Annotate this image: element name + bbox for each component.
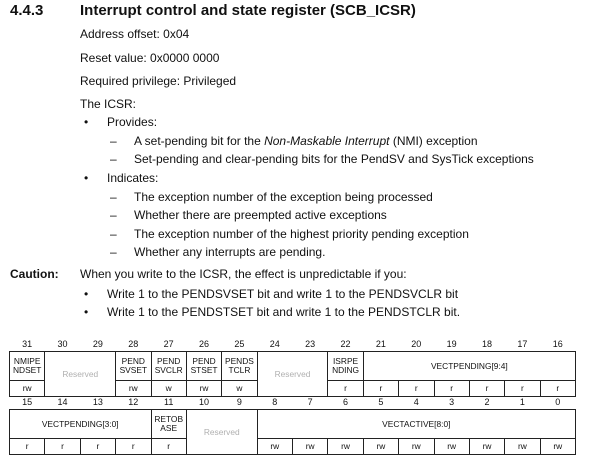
indicates-item: The exception number of the exception being processed — [134, 190, 433, 204]
access-type: rw — [116, 381, 151, 397]
bit-number: 20 — [411, 339, 422, 349]
dash-icon: – — [110, 152, 117, 166]
indicates-item: Whether there are preempted active exceptions — [134, 208, 387, 222]
bit-number: 21 — [375, 339, 386, 349]
access-type: r — [151, 439, 186, 455]
access-type: r — [45, 439, 80, 455]
access-type: rw — [399, 439, 434, 455]
bit-number: 22 — [340, 339, 351, 349]
bit-number: 27 — [163, 339, 174, 349]
access-type: rw — [10, 381, 45, 397]
access-type: r — [399, 381, 434, 397]
bit-number: 5 — [378, 397, 384, 407]
access-type: rw — [186, 381, 221, 397]
indicates-item: The exception number of the highest priority pending exception — [134, 227, 469, 241]
bit-number: 24 — [269, 339, 280, 349]
access-type: r — [505, 381, 540, 397]
access-type: r — [328, 381, 363, 397]
bit-number: 4 — [413, 397, 419, 407]
indicates-label: Indicates: — [107, 171, 159, 185]
dash-icon: – — [110, 190, 117, 204]
bit-number: 14 — [57, 397, 68, 407]
dash-icon: – — [110, 245, 117, 259]
access-type: rw — [257, 439, 292, 455]
access-type: r — [363, 381, 398, 397]
caution-text: When you write to the ICSR, the effect is unpredictable if you: — [80, 267, 407, 281]
access-type: r — [80, 439, 115, 455]
bit-number: 13 — [92, 397, 103, 407]
bit-number: 11 — [164, 397, 174, 407]
access-type: r — [434, 381, 469, 397]
access-type: rw — [293, 439, 328, 455]
register-field: VECTPENDING[3:0] — [10, 410, 152, 439]
bit-number: 18 — [482, 339, 493, 349]
reset-value: Reset value: 0x0000 0000 — [80, 51, 220, 65]
bit-number: 31 — [22, 339, 33, 349]
provides-label: Provides: — [107, 115, 158, 129]
bit-number: 7 — [307, 397, 313, 407]
bit-number: 8 — [272, 397, 278, 407]
bit-number: 0 — [555, 397, 561, 407]
dash-icon: – — [110, 227, 117, 241]
register-field: VECTPENDING[9:4] — [363, 352, 575, 381]
access-type: rw — [328, 439, 363, 455]
bit-number: 10 — [199, 397, 210, 407]
indicates-item: Whether any interrupts are pending. — [134, 245, 326, 259]
reserved-field: Reserved — [45, 352, 116, 397]
caution-item: Write 1 to the PENDSTSET bit and write 1 to the PENDSTCLR bit. — [107, 305, 461, 319]
bit-number: 23 — [305, 339, 316, 349]
access-type: rw — [505, 439, 540, 455]
register-field: PEND SVSET — [116, 352, 151, 381]
bit-number: 26 — [199, 339, 210, 349]
register-field: PEND SVCLR — [151, 352, 186, 381]
bit-number: 12 — [128, 397, 139, 407]
access-type: r — [469, 381, 504, 397]
register-field: PENDS TCLR — [222, 352, 257, 381]
bullet-icon: • — [84, 171, 89, 185]
access-type: r — [116, 439, 151, 455]
bit-number: 9 — [236, 397, 242, 407]
bit-number: 25 — [234, 339, 245, 349]
access-type: r — [540, 381, 575, 397]
access-type: rw — [434, 439, 469, 455]
required-privilege: Required privilege: Privileged — [80, 74, 237, 88]
bit-number: 3 — [449, 397, 455, 407]
address-offset: Address offset: 0x04 — [80, 27, 190, 41]
bullet-icon: • — [84, 305, 89, 319]
register-field: RETOB ASE — [151, 410, 186, 439]
reserved-field: Reserved — [186, 410, 257, 455]
reserved-field: Reserved — [257, 352, 328, 397]
access-type: rw — [540, 439, 575, 455]
bit-number: 17 — [517, 339, 528, 349]
bit-number: 28 — [128, 339, 139, 349]
register-bits-31-16 — [9, 338, 576, 397]
register-field: NMIPE NDSET — [10, 352, 45, 381]
bullet-icon: • — [84, 115, 89, 129]
access-type: r — [10, 439, 45, 455]
bit-number: 6 — [343, 397, 349, 407]
bit-number: 2 — [484, 397, 490, 407]
access-type: w — [151, 381, 186, 397]
dash-icon: – — [110, 208, 117, 222]
caution-label: Caution: — [10, 267, 59, 281]
access-type: rw — [469, 439, 504, 455]
provides-item: A set-pending bit for the Non-Maskable Interrupt (NMI) exception — [134, 134, 478, 148]
provides-item: Set-pending and clear-pending bits for the PendSV and SysTick exceptions — [134, 152, 534, 166]
section-title: Interrupt control and state register (SCB_ICSR) — [80, 2, 416, 19]
dash-icon: – — [110, 134, 117, 148]
access-type: rw — [363, 439, 398, 455]
bullet-icon: • — [84, 287, 89, 301]
register-field: VECTACTIVE[8:0] — [257, 410, 575, 439]
section-number: 4.4.3 — [10, 2, 44, 19]
register-bits-15-0 — [9, 396, 576, 455]
register-field: PEND STSET — [186, 352, 221, 381]
caution-item: Write 1 to the PENDSVSET bit and write 1 to the PENDSVCLR bit — [107, 287, 459, 301]
bit-number: 29 — [92, 339, 103, 349]
bit-number: 16 — [552, 339, 563, 349]
access-type: w — [222, 381, 257, 397]
bit-number: 19 — [446, 339, 457, 349]
register-field: ISRPE NDING — [328, 352, 363, 381]
bit-number: 1 — [519, 397, 525, 407]
icsr-intro: The ICSR: — [80, 97, 137, 111]
bit-number: 15 — [22, 397, 33, 407]
bit-number: 30 — [57, 339, 68, 349]
